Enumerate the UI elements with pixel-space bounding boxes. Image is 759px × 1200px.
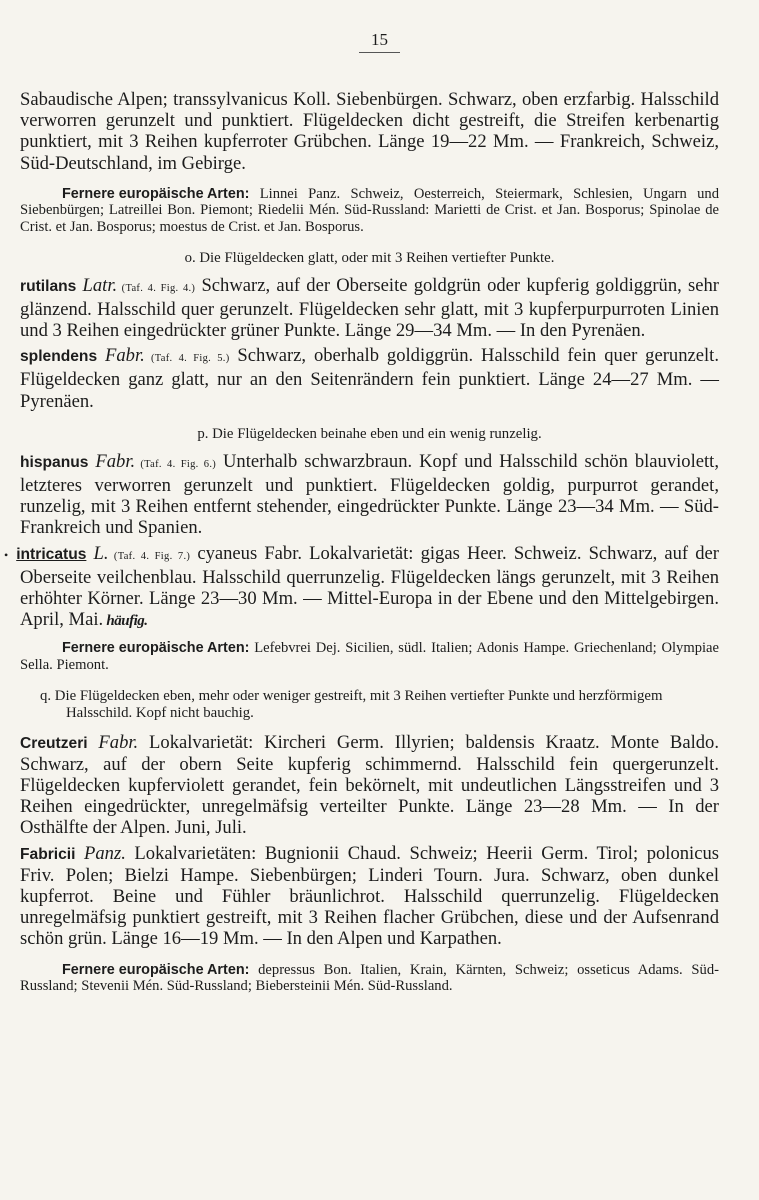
species-description: Schwarz, oberhalb goldiggrün. Halsschild fein quer gerunzelt. Flügeldecken ganz glatt, nur an den Seitenrändern fein punktiert. Länge 24—27 Mm. — Pyrenäen.: [20, 345, 719, 412]
further-species-1: [20, 186, 719, 236]
page-number: 15: [20, 30, 719, 53]
section-q-heading: q. Die Flügeldecken eben, mehr oder weniger gestreift, mit 3 Reihen vertiefter Punkte und herzförmigem Halsschild. Kopf nicht bauchig.: [40, 687, 663, 721]
plate-reference: (Taf. 4. Fig. 7.): [108, 550, 191, 562]
section-o-heading: o. Die Flügeldecken glatt, oder mit 3 Reihen vertiefter Punkte.: [184, 249, 555, 266]
species-author: Fabr.: [97, 345, 145, 367]
species-fabricii: [20, 843, 719, 950]
species-name: rutilans: [20, 277, 77, 295]
species-description: Unterhalb schwarzbraun. Kopf und Halsschild schön blauviolett, letzteres verworren gerunzelt und punktiert. Flügeldecken goldig, purpurrot gerandet, runzelig, mit 3 Reihen entfernt stehender, eingedrückter Punkte. Länge 23—34 Mm. — Süd-Frankreich und Spanien.: [20, 450, 719, 539]
further-species-2: [20, 640, 719, 673]
species-hispanus: [20, 451, 719, 539]
species-name: Fabricii: [20, 845, 76, 863]
species-name: intricatus: [16, 545, 87, 563]
plate-reference: (Taf. 4. Fig. 5.): [144, 353, 230, 365]
marker-bullet: •: [4, 547, 9, 562]
further-species-text: depressus Bon. Italien, Krain, Kärnten, Schweiz; osseticus Adams. Süd-Russland; Stevenii Mén. Süd-Russland; Biebersteinii Mén. Süd-Russland.: [20, 961, 719, 995]
species-description: cyaneus Fabr. Lokalvarietät: gigas Heer. Schweiz. Schwarz, auf der Oberseite veilchenblau. Halsschild querrunzelig. Flügeldecken längs gerunzelt, mit 3 Reihen erhöhter Körner. Länge 23—30 Mm. — Mittel-Europa in der Ebene und den Mittelgebirgen. April, Mai.: [20, 542, 719, 631]
further-species-heading: Fernere europäische Arten:: [62, 640, 250, 657]
further-species-text: Lefebvrei Dej. Sicilien, südl. Italien; Adonis Hampe. Griechenland; Olympiae Sella. Piemont.: [20, 640, 719, 674]
species-name: Creutzeri: [20, 734, 88, 752]
species-author: Latr.: [76, 274, 118, 296]
further-species-3: [20, 962, 719, 995]
further-species-text: Linnei Panz. Schweiz, Oesterreich, Steiermark, Schlesien, Ungarn und Siebenbürgen; Latreillei Bon. Piemont; Riedelii Mén. Süd-Russland: Marietti de Crist. et Jan. Bosporus; Spinolae de Crist. et Jan. Bosporus; moestus de Crist. et Jan. Bosporus.: [20, 185, 719, 235]
section-p-heading: p. Die Flügeldecken beinahe eben und ein wenig runzelig.: [197, 425, 542, 442]
species-intricatus: [4, 542, 719, 633]
species-name: splendens: [20, 348, 98, 366]
further-species-heading: Fernere europäische Arten:: [62, 185, 250, 202]
species-author: L.: [86, 542, 109, 564]
species-description: Lokalvarietät: Kircheri Germ. Illyrien; baldensis Kraatz. Monte Baldo. Schwarz, auf der obern Seite kupferig schimmernd. Halsschild fein quergerunzelt. Flügeldecken kupferviolett gerandet, fein bekörnelt, mit undeutlichen Längsstreifen und 3 Reihen eingedrückter, unregelmäfsig verteilter Punkte. Länge 23—28 Mm. — In der Osthälfte der Alpen. Juni, Juli.: [20, 731, 719, 839]
species-rutilans: [20, 275, 719, 342]
paragraph-continued-species: Sabaudische Alpen; transsylvanicus Koll. Siebenbürgen. Schwarz, oben erzfarbig. Halsschild verworren gerunzelt und punktiert. Flügeldecken dicht gestreift, die Streifen kerbenartig punktiert, mit 3 Reihen kupferroter Grübchen. Länge 19—22 Mm. — Frankreich, Schweiz, Süd-Deutschland, im Gebirge.: [20, 89, 719, 174]
species-name: hispanus: [20, 453, 89, 471]
species-author: Panz.: [75, 842, 126, 864]
species-author: Fabr.: [88, 450, 136, 472]
species-description: Schwarz, auf der Oberseite goldgrün oder kupferig goldiggrün, sehr glänzend. Halsschild quer gerunzelt. Flügeldecken sehr glatt, mit 3 kupferpurpurroten Linien und 3 Reihen eingedrückter grüner Punkte. Länge 29—34 Mm. — In den Pyrenäen.: [20, 274, 719, 341]
species-author: Fabr.: [87, 731, 139, 753]
plate-reference: (Taf. 4. Fig. 4.): [117, 282, 196, 294]
handwritten-annotation: häufig.: [103, 613, 148, 630]
plate-reference: (Taf. 4. Fig. 6.): [135, 458, 217, 470]
further-species-heading: Fernere europäische Arten:: [62, 961, 250, 978]
species-creutzeri: [20, 732, 719, 839]
species-splendens: [20, 345, 719, 412]
species-description: Lokalvarietäten: Bugnionii Chaud. Schweiz; Heerii Germ. Tirol; polonicus Friv. Polen; Bielzi Hampe. Siebenbürgen; Linderi Tourn. Jura. Schwarz, oben dunkel kupferrot. Beine und Fühler bräunlichrot. Halsschild querrunzelig. Flügeldecken unregelmäfsig punktiert gestreift, mit 3 Reihen flacher Grübchen, diese und der Aufsenrand schön grün. Länge 16—19 Mm. — In den Alpen und Karpathen.: [20, 842, 720, 950]
